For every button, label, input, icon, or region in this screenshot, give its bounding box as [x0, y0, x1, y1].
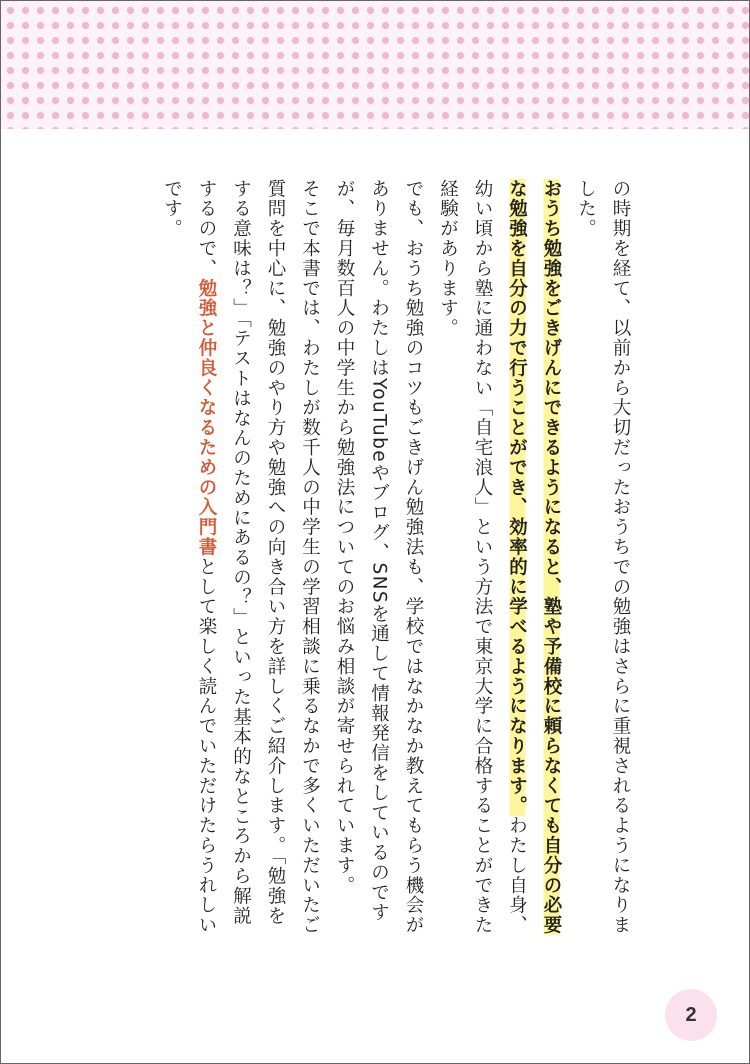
paragraph-3	[327, 179, 431, 939]
paragraph-4-ending: として楽しく読んでいただけたらうれしいです。	[161, 179, 217, 936]
paragraph-2	[430, 179, 568, 939]
paragraph-1-text: の時期を経て、以前から大切だったおうちでの勉強はさらに重視されるようになりました。	[575, 179, 631, 936]
polka-dot-header	[1, 1, 749, 129]
paragraph-3-text: でも、おうち勉強のコツもごきげん勉強法も、学校ではなかなか教えてもらう機会がありません。わたしはYouTubeやブログ、SNSを通して情報発信をしているのですが、毎月数百人の中学生から勉強法についてのお悩み相談が寄せられています。	[334, 179, 424, 936]
page-number: 2	[665, 989, 717, 1041]
vertical-body-text	[161, 179, 637, 939]
highlighted-sentence: おうち勉強をごきげんにできるようになると、塾や予備校に頼らなくても自分の必要な勉強を自分の力で行うことができ、効率的に学べるようになります。	[506, 179, 562, 936]
paragraph-1	[568, 179, 637, 939]
red-emphasis: 勉強と仲良くなるための入門書	[196, 278, 217, 558]
paragraph-4-text: そこで本書では、わたしが数千人の中学生の学習相談に乗るなかで多くいただいたご質問を中心に、勉強のやり方や勉強への向き合い方を詳しくご紹介します。「勉強をする意味は？」「テストはなんのためにあるの？」といった基本的なところから解説するので、	[196, 179, 321, 936]
paragraph-4	[154, 179, 327, 939]
paragraph-2-text: わたし自身、幼い頃から塾に通わない「自宅浪人」という方法で東京大学に合格することができた経験があります。	[437, 179, 528, 936]
